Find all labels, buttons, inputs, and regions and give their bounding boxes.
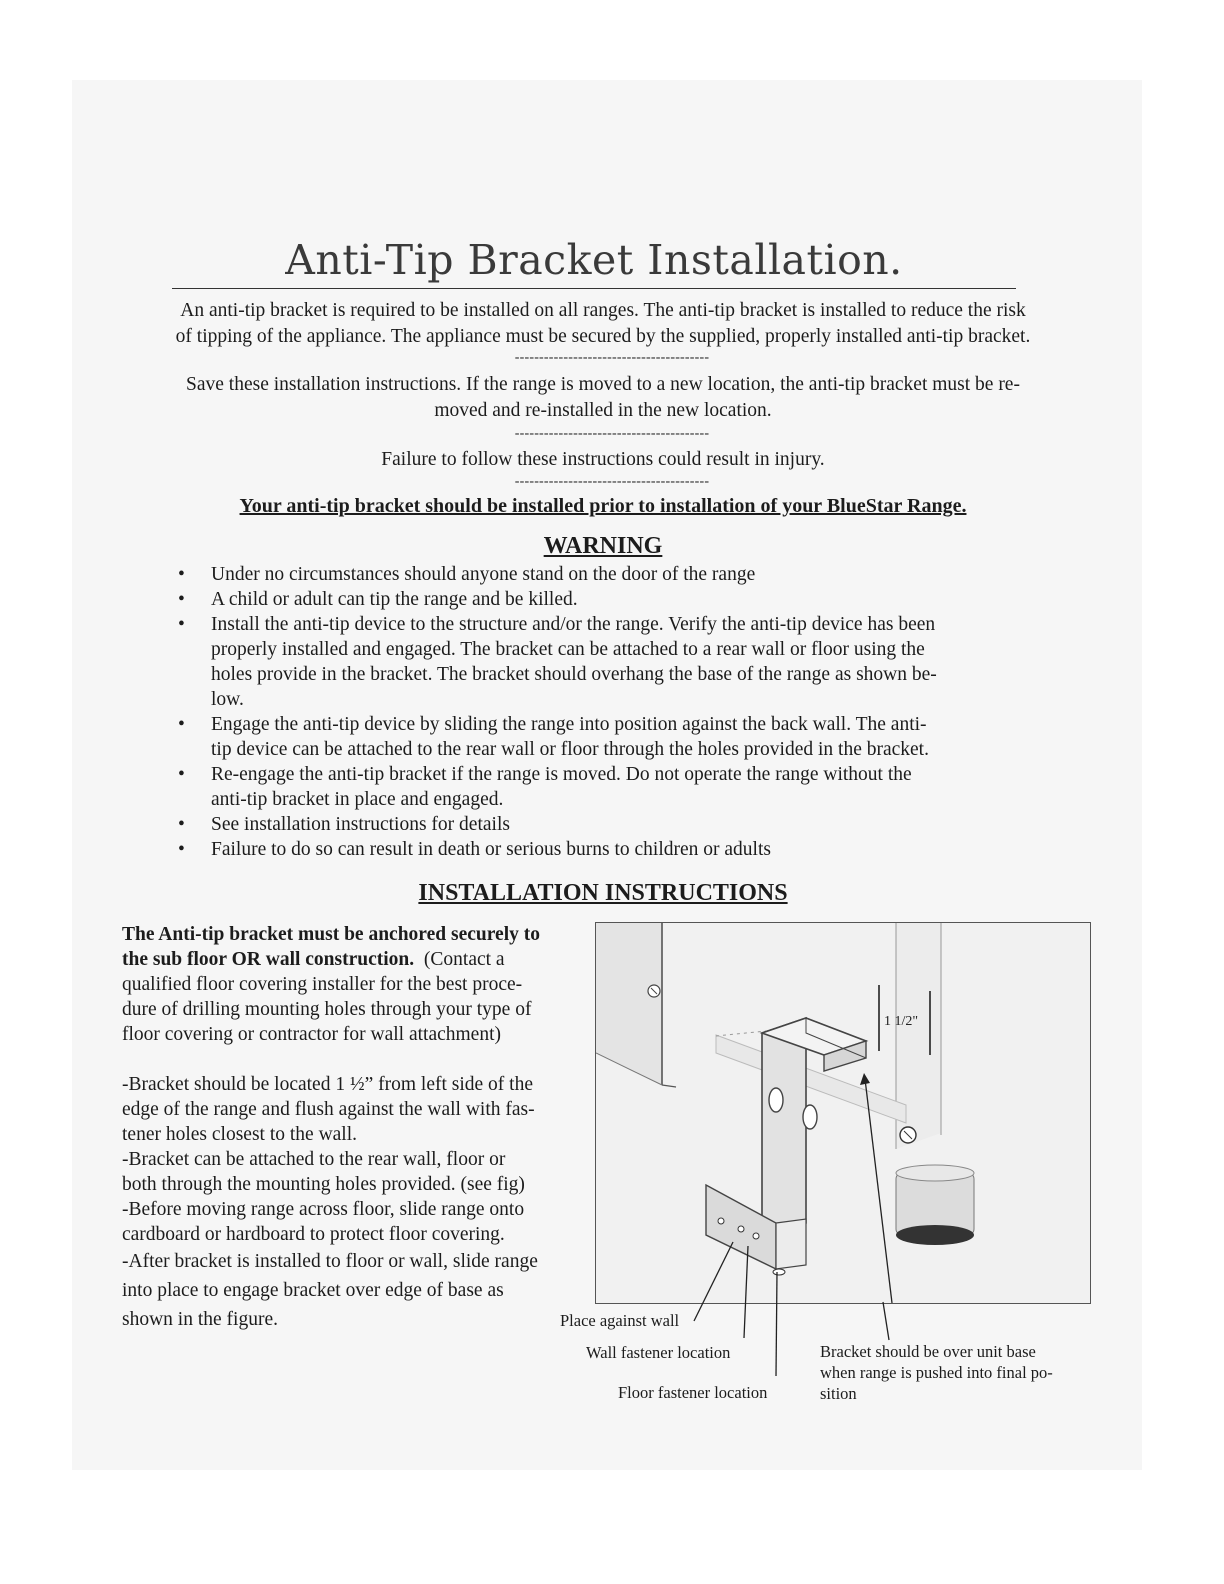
warning-item-line: See installation instructions for details <box>211 814 510 835</box>
instruction-line: -Bracket can be attached to the rear wall, floor or <box>122 1149 506 1170</box>
callout-line: sition <box>820 1384 857 1403</box>
installation-text-column <box>122 922 592 1332</box>
warning-item-line: Failure to do so can result in death or serious burns to children or adults <box>211 839 771 860</box>
separator-1: ---------------------------------------- <box>514 350 710 365</box>
intro-line-2: of tipping of the appliance. The appliance must be secured by the supplied, properly installed anti-tip bracket. <box>175 326 1031 347</box>
bullet-icon: • <box>178 839 185 860</box>
instruction-line: floor covering or contractor for wall attachment) <box>122 1024 502 1045</box>
bullet-icon: • <box>178 814 185 835</box>
instruction-line: into place to engage bracket over edge of base as <box>122 1280 504 1301</box>
contact-intro: (Contact a <box>414 949 505 970</box>
bracket-installation-figure <box>595 922 1091 1304</box>
save-line-1: Save these installation instructions. If the range is moved to a new location, the anti-tip bracket must be re- <box>186 374 1020 395</box>
leveling-foot-base <box>896 1225 974 1245</box>
intro-line-1: An anti-tip bracket is required to be installed on all ranges. The anti-tip bracket is installed to reduce the risk <box>180 300 1026 321</box>
warning-item-line: holes provide in the bracket. The bracket should overhang the base of the range as shown be- <box>211 664 937 685</box>
bold-lead-line-1: The Anti-tip bracket must be anchored securely to <box>122 924 540 945</box>
warning-item-line: tip device can be attached to the rear wall or floor through the holes provided in the bracket. <box>211 739 929 760</box>
bullet-icon: • <box>178 764 185 785</box>
warning-item-line: Engage the anti-tip device by sliding the range into position against the back wall. The anti- <box>211 714 927 735</box>
callout-line: when range is pushed into final po- <box>820 1363 1053 1382</box>
warning-item <box>172 837 1032 862</box>
instruction-line: tener holes closest to the wall. <box>122 1124 358 1145</box>
save-line-2: moved and re-installed in the new location. <box>434 400 772 421</box>
warning-item-line: Re-engage the anti-tip bracket if the range is moved. Do not operate the range without the <box>211 764 912 785</box>
warning-item-line: A child or adult can tip the range and be killed. <box>211 589 578 610</box>
place-against-wall-label: Place against wall <box>560 1311 680 1330</box>
page-title: Anti-Tip Bracket Installation. <box>285 236 903 284</box>
mounting-hole <box>803 1105 817 1129</box>
intro-paragraph <box>100 298 1106 350</box>
warning-item <box>172 762 1032 812</box>
warning-item-line: properly installed and engaged. The bracket can be attached to a rear wall or floor using the <box>211 639 925 660</box>
instruction-line: cardboard or hardboard to protect floor covering. <box>122 1224 505 1245</box>
separator-3: ---------------------------------------- <box>514 474 710 489</box>
instruction-line: qualified floor covering installer for the best proce- <box>122 974 523 995</box>
instruction-line: -Bracket should be located 1 ½” from left side of the <box>122 1074 533 1095</box>
mounting-hole <box>769 1088 783 1112</box>
install-before-range-notice: Your anti-tip bracket should be installed prior to installation of your BlueStar Range. <box>239 495 967 517</box>
instruction-line <box>122 947 592 972</box>
anti-tip-bracket <box>762 1018 806 1235</box>
save-instructions-paragraph <box>100 372 1106 424</box>
callout-line: Bracket should be over unit base <box>820 1342 1036 1361</box>
bracket-over-base-label <box>820 1341 1110 1404</box>
instruction-line: -After bracket is installed to floor or wall, slide range <box>122 1251 538 1272</box>
warning-item-line: Install the anti-tip device to the structure and/or the range. Verify the anti-tip device has been <box>211 614 936 635</box>
warning-item-line: low. <box>211 689 244 710</box>
warning-item <box>172 712 1032 762</box>
bullet-icon: • <box>178 564 185 585</box>
separator-2: ---------------------------------------- <box>514 426 710 441</box>
warning-list <box>172 562 1032 862</box>
bold-lead-line-2: the sub floor OR wall construction. <box>122 949 415 970</box>
title-underline <box>172 288 1016 289</box>
wall-fastener-label: Wall fastener location <box>586 1343 731 1362</box>
instruction-line: -Before moving range across floor, slide range onto <box>122 1199 525 1220</box>
warning-item <box>172 812 1032 837</box>
warning-item <box>172 587 1032 612</box>
installation-instructions-heading: INSTALLATION INSTRUCTIONS <box>418 880 788 906</box>
warning-item <box>172 612 1032 712</box>
instruction-line: shown in the figure. <box>122 1309 278 1330</box>
floor-fastener-label: Floor fastener location <box>618 1383 768 1402</box>
warning-item <box>172 562 1032 587</box>
instruction-line: dure of drilling mounting holes through your type of <box>122 999 532 1020</box>
instruction-line: edge of the range and flush against the wall with fas- <box>122 1099 535 1120</box>
instruction-line <box>122 922 592 947</box>
instruction-line: both through the mounting holes provided. (see fig) <box>122 1174 525 1195</box>
bracket-illustration <box>596 923 1090 1303</box>
bullet-icon: • <box>178 589 185 610</box>
warning-item-line: anti-tip bracket in place and engaged. <box>211 789 504 810</box>
bullet-icon: • <box>178 614 185 635</box>
bullet-icon: • <box>178 714 185 735</box>
dimension-label: 1 1/2" <box>884 1014 919 1029</box>
warning-item-line: Under no circumstances should anyone stand on the door of the range <box>211 564 756 585</box>
warning-heading: WARNING <box>543 533 663 559</box>
failure-note: Failure to follow these instructions could result in injury. <box>381 449 825 470</box>
